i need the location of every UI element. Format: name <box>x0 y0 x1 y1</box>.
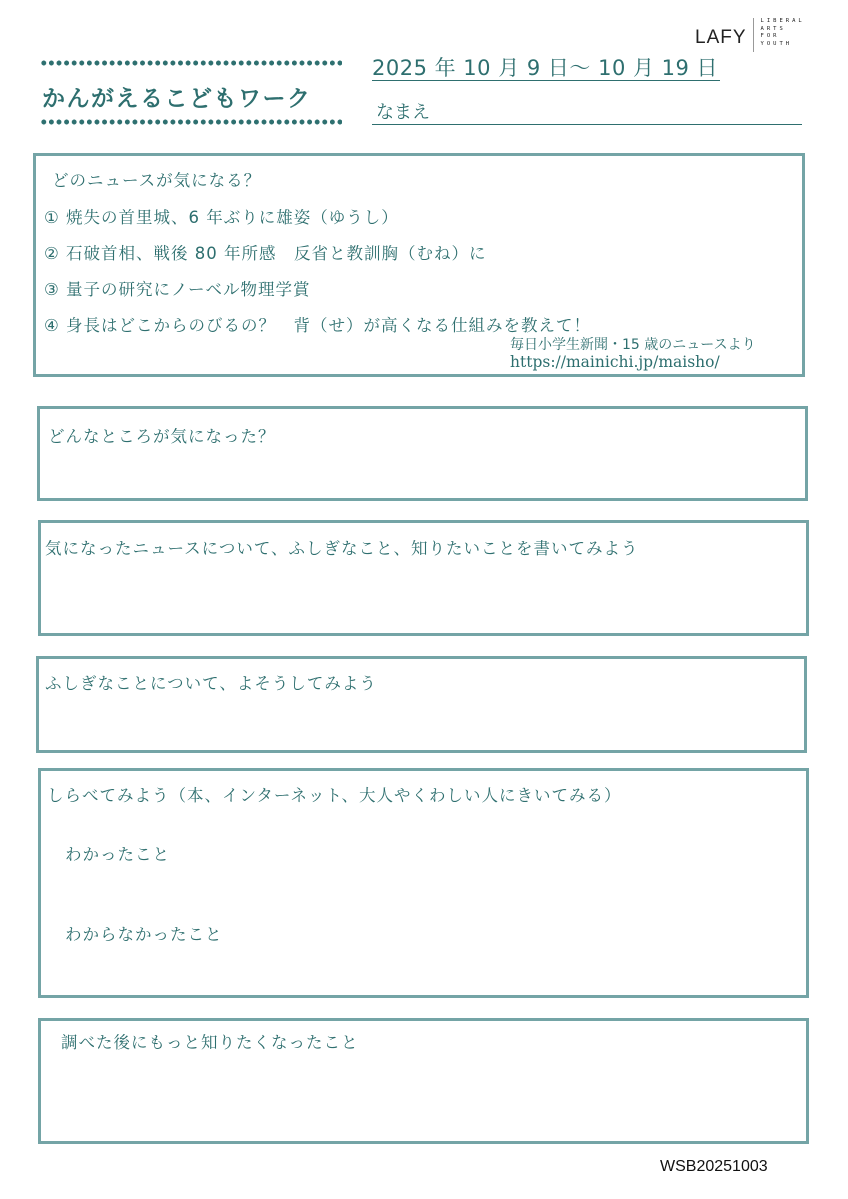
title-dotted-border-top <box>40 60 342 66</box>
research-prompt: しらべてみよう（本、インターネット、大人やくわしい人にきいてみる） <box>47 786 622 805</box>
news-item-4[interactable]: ④ 身長はどこからのびるの？ 背（せ）が高くなる仕組みを教えて！ <box>44 316 592 335</box>
name-field[interactable] <box>372 124 802 125</box>
questions-prompt: 気になったニュースについて、ふしぎなこと、知りたいことを書いてみよう <box>45 539 639 558</box>
interest-prompt: どんなところが気になった？ <box>48 427 276 446</box>
news-source-url[interactable]: https://mainichi.jp/maisho/ <box>510 353 720 371</box>
questions-box[interactable] <box>38 520 809 636</box>
logo-tagline-line: LIBERAL <box>760 18 805 24</box>
after-research-prompt: 調べた後にもっと知りたくなったこと <box>61 1033 359 1052</box>
worksheet-code: WSB20251003 <box>660 1158 768 1175</box>
research-box <box>38 768 809 998</box>
after-research-box[interactable] <box>38 1018 809 1144</box>
news-item-3[interactable]: ③ 量子の研究にノーベル物理学賞 <box>44 280 311 299</box>
date-underline <box>372 80 720 81</box>
logo-wordmark: LAFY <box>695 27 747 48</box>
logo-divider <box>753 18 754 52</box>
news-choice-heading: どのニュースが気になる？ <box>52 171 262 190</box>
name-label: なまえ <box>376 102 430 123</box>
worksheet-title: かんがえるこどもワーク <box>42 86 312 112</box>
logo-tagline-line: ARTS <box>760 25 786 32</box>
logo-tagline <box>761 18 805 48</box>
not-understood-label: わからなかったこと <box>65 925 223 944</box>
news-item-2[interactable]: ② 石破首相、戦後 80 年所感 反省と教訓胸（むね）に <box>44 244 487 263</box>
logo-tagline-line: FOR <box>760 33 780 39</box>
prediction-box[interactable] <box>36 656 807 753</box>
date-range: 2025 年 10 月 9 日～ 10 月 19 日 <box>372 56 719 80</box>
prediction-prompt: ふしぎなことについて、よそうしてみよう <box>45 674 377 693</box>
brand-logo <box>695 18 805 52</box>
interest-box[interactable] <box>37 406 808 501</box>
understood-label: わかったこと <box>65 845 170 864</box>
news-item-1[interactable]: ① 焼失の首里城、6 年ぶりに雄姿（ゆうし） <box>44 208 399 227</box>
logo-tagline-line: YOUTH <box>760 40 793 47</box>
news-source: 毎日小学生新聞・15 歳のニュースより <box>510 337 756 353</box>
news-choice-box <box>33 153 805 377</box>
title-dotted-border-bottom <box>40 119 342 125</box>
